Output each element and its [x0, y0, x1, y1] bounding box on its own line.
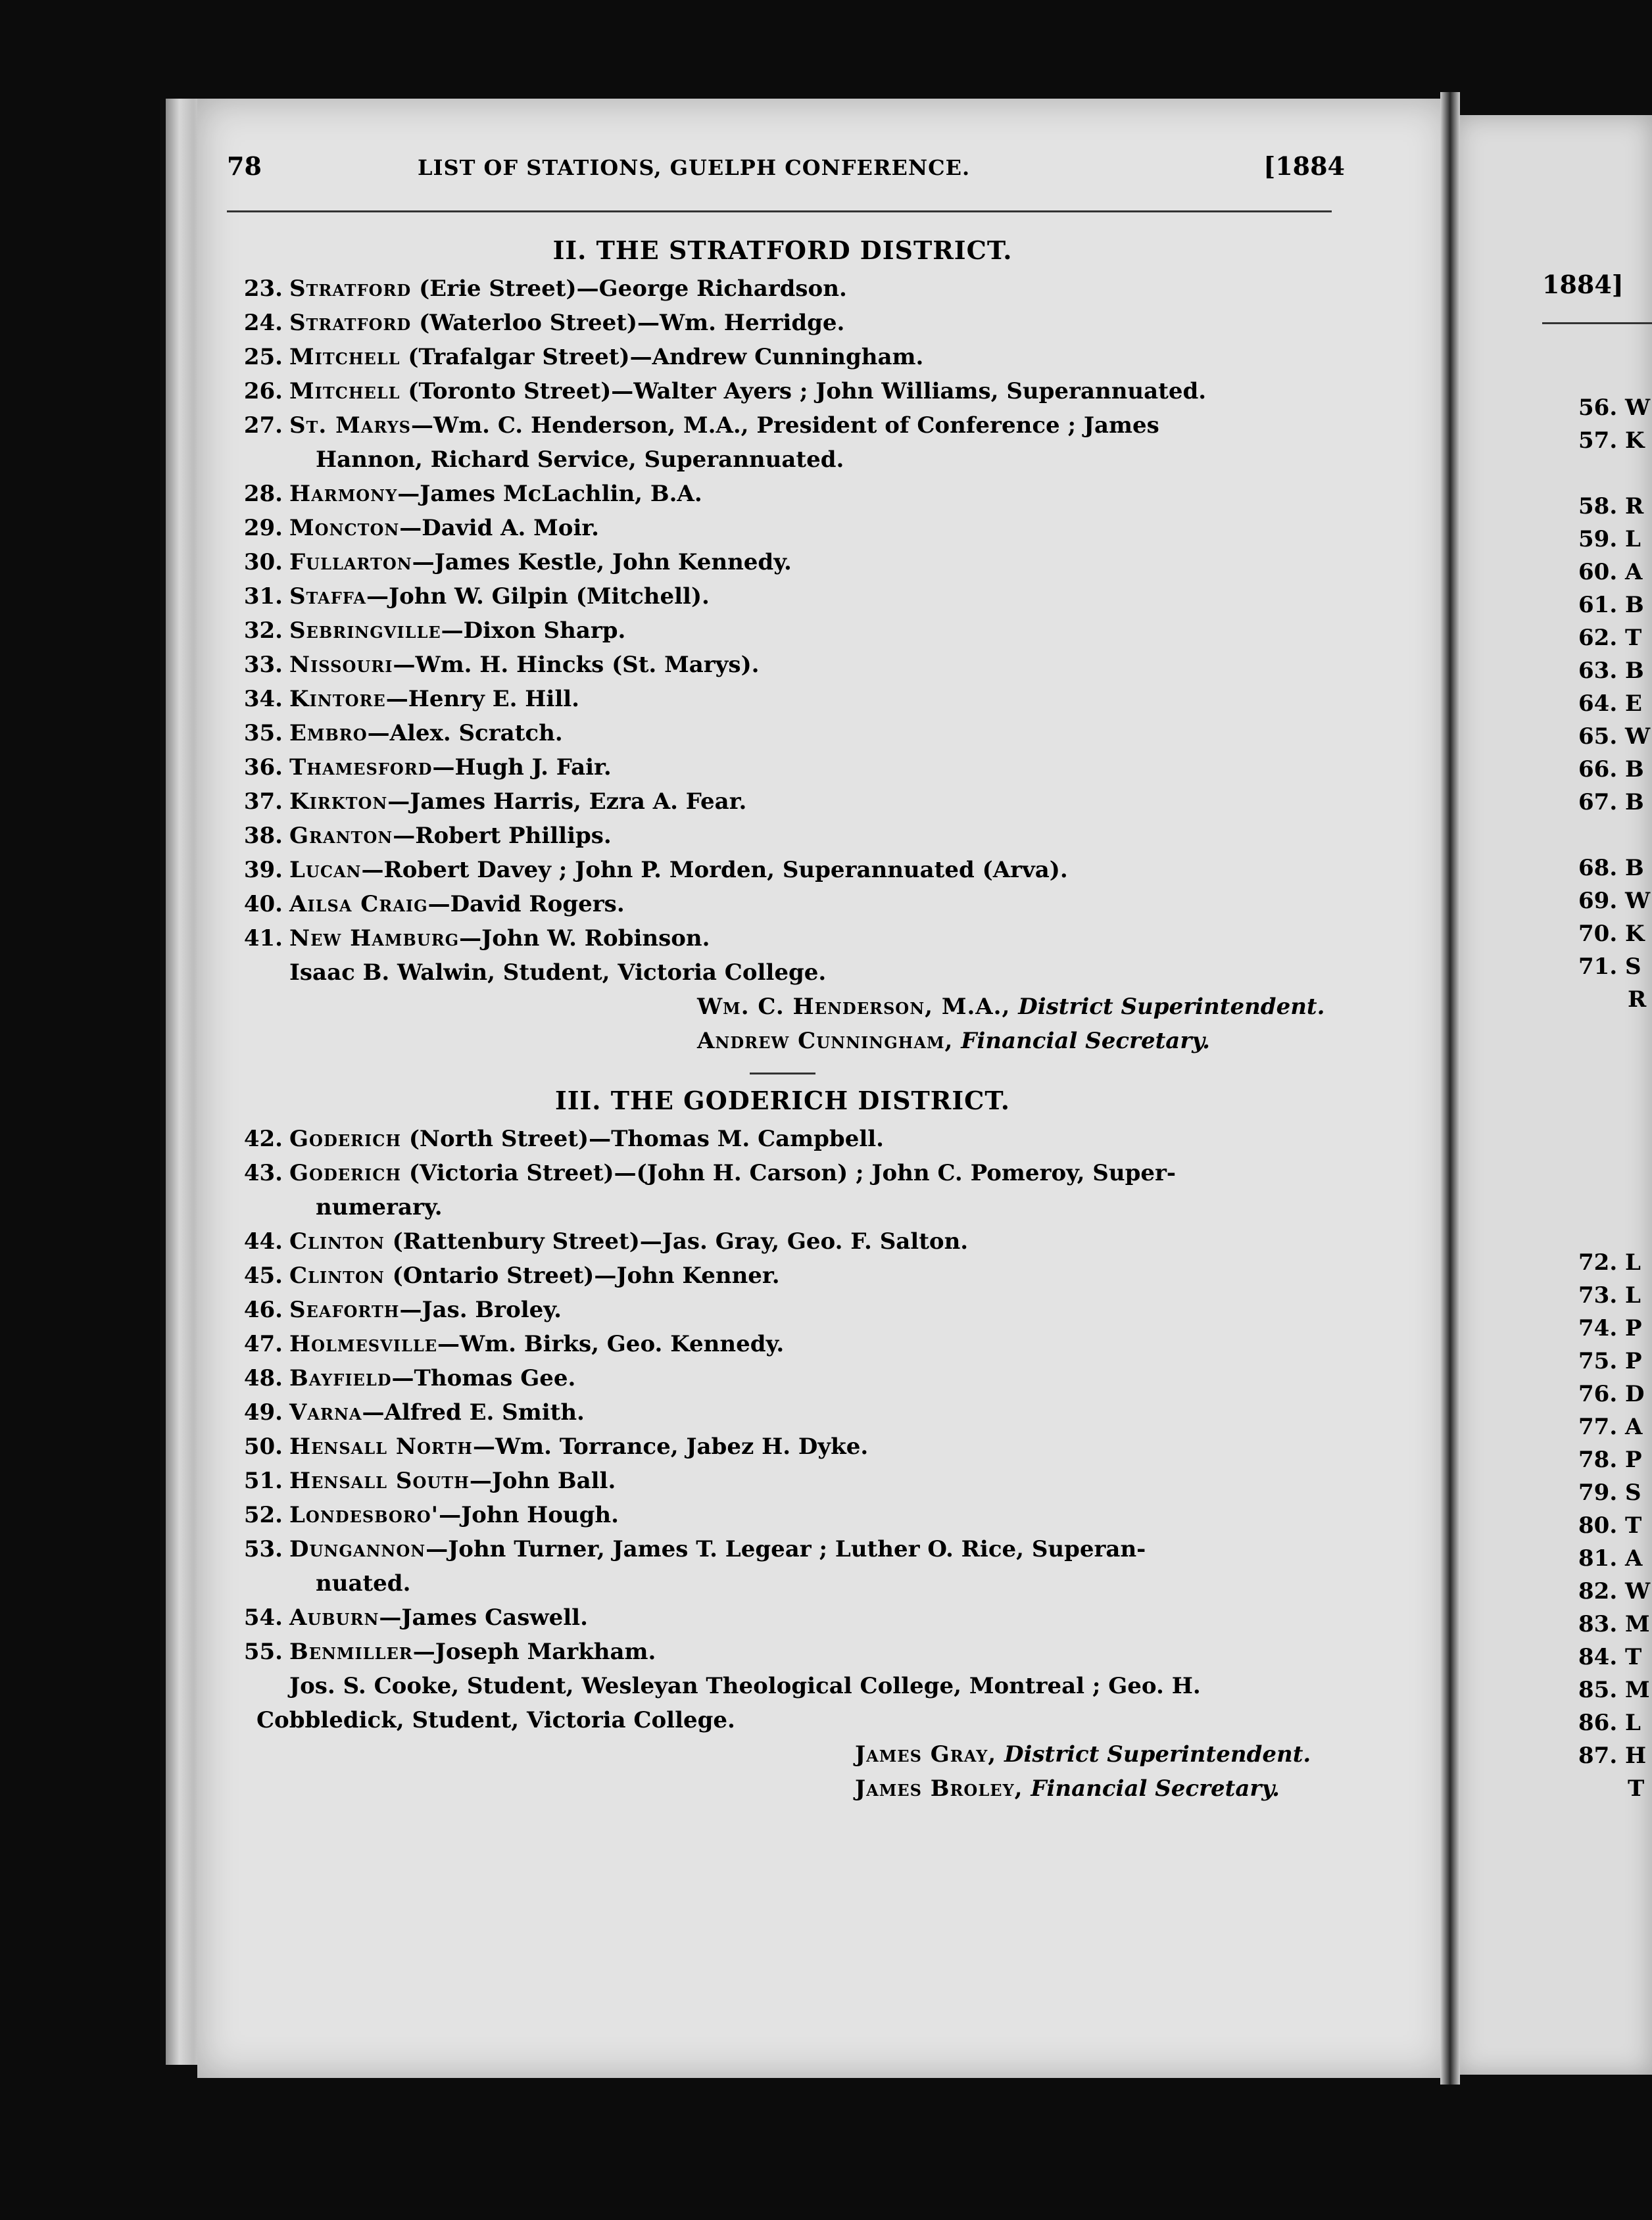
station-entry — [230, 1122, 1335, 1156]
header-rule — [227, 210, 1332, 212]
station-text — [289, 784, 1335, 819]
stratford-district-title: II. THE STRATFORD DISTRICT. — [552, 235, 1013, 265]
station-number: 30. — [243, 549, 283, 575]
next-page-entry: 76. D — [1578, 1381, 1645, 1407]
superintendent-name: James Gray, — [855, 1741, 997, 1768]
station-text — [289, 1395, 1335, 1430]
station-place: Holmesville — [289, 1331, 437, 1357]
station-ministers: —John Turner, James T. Legear ; Luther O. Rice, Superan- — [425, 1536, 1146, 1562]
station-number: 27. — [243, 412, 283, 439]
station-place: Mitchell — [289, 344, 401, 370]
station-entry — [230, 784, 1335, 819]
station-entry — [230, 819, 1335, 853]
station-number: 23. — [243, 276, 283, 302]
secretary-name: James Broley, — [855, 1775, 1023, 1802]
next-page-entry: 64. E — [1578, 690, 1642, 717]
station-number: 49. — [243, 1399, 283, 1426]
station-place: Varna — [289, 1399, 362, 1426]
station-number: 55. — [243, 1639, 283, 1665]
station-entry — [230, 750, 1335, 784]
station-place: Ailsa Craig — [289, 891, 428, 917]
next-page-entry: 60. A — [1578, 559, 1643, 585]
station-text — [289, 408, 1335, 443]
station-place: Nissouri — [289, 652, 393, 678]
next-page-entry: 65. W — [1578, 723, 1651, 750]
goderich-student-note-line1: Jos. S. Cooke, Student, Wesleyan Theological College, Montreal ; Geo. H. — [289, 1673, 1201, 1699]
station-entry — [230, 1498, 1335, 1532]
station-ministers: (Trafalgar Street)—Andrew Cunningham. — [400, 344, 924, 370]
page-content — [230, 233, 1335, 1806]
station-ministers: —James Harris, Ezra A. Fear. — [387, 788, 747, 815]
station-number: 46. — [243, 1297, 283, 1323]
next-page-entry: 58. R — [1578, 493, 1644, 519]
station-place: Hensall North — [289, 1434, 473, 1460]
next-page-entry: 56. W — [1578, 395, 1651, 421]
goderich-financial-secretary — [230, 1772, 1335, 1806]
station-entry — [230, 1156, 1335, 1190]
station-ministers: —John W. Robinson. — [459, 925, 710, 952]
station-ministers: —Robert Phillips. — [393, 823, 612, 849]
station-number: 26. — [243, 378, 283, 404]
stratford-student-note: Isaac B. Walwin, Student, Victoria College. — [289, 959, 827, 986]
station-ministers: —Joseph Markham. — [412, 1639, 656, 1665]
next-page-entry: 69. W — [1578, 888, 1651, 914]
next-page-entry: 80. T — [1578, 1512, 1642, 1539]
next-page-entry: 77. A — [1578, 1414, 1643, 1440]
station-entry — [230, 853, 1335, 887]
station-place: Fullarton — [289, 549, 412, 575]
station-place: Sebringville — [289, 617, 441, 644]
station-ministers: (Waterloo Street)—Wm. Herridge. — [411, 310, 845, 336]
station-number: 38. — [243, 823, 283, 849]
station-number: 25. — [243, 344, 283, 370]
station-number: 43. — [243, 1160, 283, 1186]
next-page-entry: 66. B — [1578, 756, 1644, 783]
station-number: 24. — [243, 310, 283, 336]
station-entry — [230, 682, 1335, 716]
station-place: Moncton — [289, 515, 400, 541]
station-ministers: —David Rogers. — [427, 891, 625, 917]
station-entry — [230, 1464, 1335, 1498]
goderich-district-title: III. THE GODERICH DISTRICT. — [554, 1086, 1011, 1115]
station-ministers: —Alex. Scratch. — [367, 720, 563, 746]
station-text — [289, 819, 1335, 853]
next-page-entry: 87. H — [1578, 1743, 1647, 1769]
station-entry — [230, 614, 1335, 648]
secretary-role: Financial Secretary. — [1031, 1775, 1280, 1802]
stratford-station-list — [230, 272, 1335, 955]
station-number: 47. — [243, 1331, 283, 1357]
station-text — [289, 374, 1335, 408]
station-ministers: —Henry E. Hill. — [385, 686, 579, 712]
next-page-entry: 78. P — [1578, 1447, 1642, 1473]
station-number: 28. — [243, 481, 283, 507]
station-number: 37. — [243, 788, 283, 815]
station-place: Granton — [289, 823, 393, 849]
station-entry — [230, 340, 1335, 374]
station-number: 44. — [243, 1228, 283, 1255]
station-ministers: —John Ball. — [469, 1468, 616, 1494]
station-text — [289, 477, 1335, 511]
station-entry — [230, 1259, 1335, 1293]
next-page-rule — [1542, 322, 1652, 324]
superintendent-name: Wm. C. Henderson, M.A., — [697, 994, 1011, 1020]
station-place: Londesboro' — [289, 1502, 439, 1528]
station-ministers: —David A. Moir. — [399, 515, 600, 541]
station-place: Auburn — [289, 1605, 379, 1631]
station-place: Bayfield — [289, 1365, 392, 1391]
station-text — [289, 1156, 1335, 1190]
station-number: 34. — [243, 686, 283, 712]
station-text — [289, 1122, 1335, 1156]
station-text — [289, 1532, 1335, 1566]
station-text — [289, 648, 1335, 682]
station-place: New Hamburg — [289, 925, 460, 952]
station-number: 29. — [243, 515, 283, 541]
station-number: 33. — [243, 652, 283, 678]
station-text — [289, 614, 1335, 648]
station-text — [289, 1498, 1335, 1532]
station-entry-continuation: numerary. — [316, 1194, 443, 1220]
stratford-financial-secretary — [230, 1024, 1335, 1058]
station-text — [289, 340, 1335, 374]
station-entry — [230, 1395, 1335, 1430]
station-ministers: —Wm. H. Hincks (St. Marys). — [393, 652, 760, 678]
station-text — [289, 1293, 1335, 1327]
station-text — [289, 921, 1335, 955]
goderich-superintendent — [230, 1737, 1335, 1772]
station-entry — [230, 1430, 1335, 1464]
superintendent-role: District Superintendent. — [1018, 994, 1325, 1020]
station-ministers: —James McLachlin, B.A. — [397, 481, 702, 507]
station-entry — [230, 1532, 1335, 1566]
running-title: LIST OF STATIONS, GUELPH CONFERENCE. — [418, 155, 971, 180]
station-entry-continuation: Hannon, Richard Service, Superannuated. — [316, 446, 844, 473]
next-page-entry: 83. M — [1578, 1611, 1650, 1637]
station-number: 45. — [243, 1263, 283, 1289]
page-header — [227, 151, 1345, 204]
station-entry — [230, 579, 1335, 614]
station-number: 52. — [243, 1502, 283, 1528]
station-text — [289, 306, 1335, 340]
next-page-entry: 75. P — [1578, 1348, 1642, 1374]
station-place: Clinton — [289, 1228, 385, 1255]
station-entry — [230, 545, 1335, 579]
station-entry-continuation: nuated. — [316, 1570, 411, 1597]
station-place: Staffa — [289, 583, 367, 610]
station-ministers: —Thomas Gee. — [391, 1365, 576, 1391]
station-number: 51. — [243, 1468, 283, 1494]
station-place: St. Marys — [289, 412, 412, 439]
station-entry — [230, 1293, 1335, 1327]
station-number: 31. — [243, 583, 283, 610]
station-number: 36. — [243, 754, 283, 781]
station-ministers: (Victoria Street)—(John H. Carson) ; John C. Pomeroy, Super- — [401, 1160, 1176, 1186]
station-ministers: (Toronto Street)—Walter Ayers ; John Williams, Superannuated. — [400, 378, 1207, 404]
next-page-entry: 79. S — [1578, 1480, 1641, 1506]
station-place: Kirkton — [289, 788, 388, 815]
station-place: Embro — [289, 720, 368, 746]
station-entry — [230, 1635, 1335, 1669]
station-ministers: —Dixon Sharp. — [441, 617, 626, 644]
next-page-entry: 72. L — [1578, 1249, 1641, 1276]
goderich-station-list — [230, 1122, 1335, 1669]
station-ministers: —James Kestle, John Kennedy. — [412, 549, 792, 575]
station-text — [289, 1224, 1335, 1259]
next-page-entry: 68. B — [1578, 855, 1644, 881]
station-number: 42. — [243, 1126, 283, 1152]
station-entry — [230, 272, 1335, 306]
station-entry — [230, 1327, 1335, 1361]
station-place: Seaforth — [289, 1297, 400, 1323]
station-entry — [230, 648, 1335, 682]
station-entry — [230, 511, 1335, 545]
secretary-name: Andrew Cunningham, — [697, 1028, 954, 1054]
station-entry — [230, 921, 1335, 955]
station-number: 50. — [243, 1434, 283, 1460]
station-ministers: —Alfred E. Smith. — [362, 1399, 585, 1426]
station-ministers: —James Caswell. — [379, 1605, 588, 1631]
station-text — [289, 853, 1335, 887]
station-place: Mitchell — [289, 378, 401, 404]
station-ministers: —Wm. Birks, Geo. Kennedy. — [437, 1331, 785, 1357]
station-number: 40. — [243, 891, 283, 917]
station-place: Stratford — [289, 276, 412, 302]
station-place: Thamesford — [289, 754, 433, 781]
next-page-entry: 67. B — [1578, 789, 1644, 815]
station-place: Goderich — [289, 1126, 401, 1152]
station-place: Benmiller — [289, 1639, 413, 1665]
station-place: Clinton — [289, 1263, 385, 1289]
next-page-entry: 59. L — [1578, 526, 1641, 552]
station-place: Lucan — [289, 857, 362, 883]
station-entry — [230, 887, 1335, 921]
station-number: 32. — [243, 617, 283, 644]
station-entry — [230, 1601, 1335, 1635]
station-ministers: —John Hough. — [439, 1502, 619, 1528]
station-entry — [230, 1224, 1335, 1259]
station-text — [289, 1601, 1335, 1635]
next-page-entry: R — [1628, 986, 1647, 1013]
station-number: 35. — [243, 720, 283, 746]
station-ministers: —Wm. C. Henderson, M.A., President of Conference ; James — [411, 412, 1159, 439]
next-page-entry: 84. T — [1578, 1644, 1642, 1670]
next-page-entry: 74. P — [1578, 1315, 1642, 1341]
next-page-entry: 73. L — [1578, 1282, 1641, 1309]
page-number: 78 — [227, 151, 262, 181]
station-text — [289, 545, 1335, 579]
next-page-entry: 81. A — [1578, 1545, 1643, 1572]
next-page-entry: 62. T — [1578, 625, 1642, 651]
station-number: 41. — [243, 925, 283, 952]
station-place: Stratford — [289, 310, 412, 336]
next-page-entry: 70. K — [1578, 921, 1645, 947]
station-place: Harmony — [289, 481, 398, 507]
station-number: 54. — [243, 1605, 283, 1631]
station-text — [289, 1464, 1335, 1498]
station-number: 39. — [243, 857, 283, 883]
station-text — [289, 716, 1335, 750]
station-ministers: —Robert Davey ; John P. Morden, Superannuated (Arva). — [361, 857, 1068, 883]
section-divider — [750, 1073, 815, 1074]
next-page-entry: 82. W — [1578, 1578, 1651, 1605]
station-ministers: —John W. Gilpin (Mitchell). — [366, 583, 710, 610]
station-place: Dungannon — [289, 1536, 426, 1562]
next-page-entry: 63. B — [1578, 658, 1644, 684]
secretary-role: Financial Secretary. — [961, 1028, 1210, 1054]
station-ministers: (North Street)—Thomas M. Campbell. — [401, 1126, 884, 1152]
next-page-year: 1884] — [1542, 270, 1624, 299]
station-ministers: —Jas. Broley. — [399, 1297, 562, 1323]
superintendent-role: District Superintendent. — [1004, 1741, 1311, 1768]
next-page-entry: T — [1628, 1775, 1645, 1802]
station-ministers: —Hugh J. Fair. — [432, 754, 612, 781]
next-page-entry: 61. B — [1578, 592, 1644, 618]
station-ministers: —Wm. Torrance, Jabez H. Dyke. — [472, 1434, 869, 1460]
station-entry — [230, 408, 1335, 443]
station-ministers: (Ontario Street)—John Kenner. — [384, 1263, 780, 1289]
station-text — [289, 579, 1335, 614]
station-entry — [230, 477, 1335, 511]
station-entry — [230, 716, 1335, 750]
goderich-student-note-line2: Cobbledick, Student, Victoria College. — [256, 1707, 735, 1733]
book-gutter — [1440, 92, 1460, 2085]
next-page-entry: 71. S — [1578, 953, 1641, 980]
station-place: Goderich — [289, 1160, 401, 1186]
station-number: 48. — [243, 1365, 283, 1391]
station-text — [289, 1430, 1335, 1464]
station-number: 53. — [243, 1536, 283, 1562]
station-text — [289, 682, 1335, 716]
station-text — [289, 750, 1335, 784]
station-place: Kintore — [289, 686, 386, 712]
next-page-entry: 57. K — [1578, 427, 1645, 454]
station-entry — [230, 1361, 1335, 1395]
station-entry — [230, 306, 1335, 340]
station-text — [289, 1635, 1335, 1669]
station-place: Hensall South — [289, 1468, 470, 1494]
station-text — [289, 887, 1335, 921]
station-text — [289, 1259, 1335, 1293]
station-text — [289, 1327, 1335, 1361]
station-text — [289, 1361, 1335, 1395]
station-text — [289, 272, 1335, 306]
stratford-superintendent — [230, 990, 1335, 1024]
station-text — [289, 511, 1335, 545]
station-ministers: (Rattenbury Street)—Jas. Gray, Geo. F. Salton. — [384, 1228, 969, 1255]
station-ministers: (Erie Street)—George Richardson. — [411, 276, 847, 302]
station-entry — [230, 374, 1335, 408]
header-year: [1884 — [1263, 151, 1345, 181]
next-page-entry: 86. L — [1578, 1710, 1641, 1736]
next-page-entry: 85. M — [1578, 1677, 1650, 1703]
